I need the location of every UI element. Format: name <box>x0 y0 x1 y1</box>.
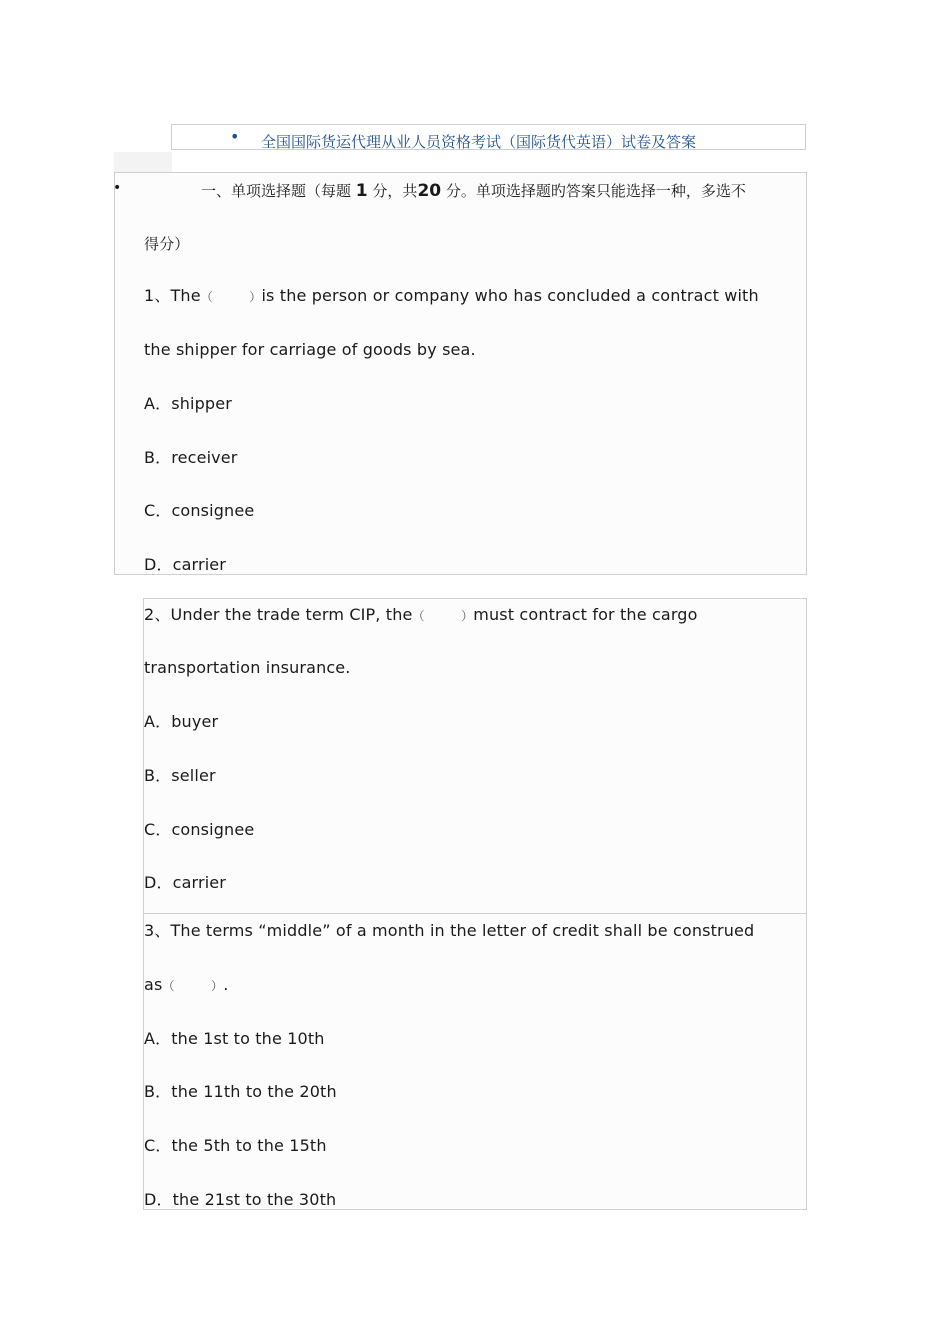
question-2-option-b: B．seller <box>144 766 216 785</box>
question-1-stem-cont: the shipper for carriage of goods by sea. <box>144 340 476 359</box>
question-3-option-a: A．the 1st to the 10th <box>144 1029 325 1048</box>
question-panel-3 <box>143 914 807 1210</box>
question-2-stem: 2、Under the trade term CIP, the（ ）must contract for the cargo <box>144 605 698 624</box>
section-heading: 一、单项选择题（每题 1 分，共20 分。单项选择题旳答案只能选择一种，多选不 <box>201 181 746 201</box>
question-3-option-b: B．the 11th to the 20th <box>144 1082 337 1101</box>
question-2-option-c: C．consignee <box>144 820 255 839</box>
question-panel-2 <box>143 598 807 914</box>
question-1-option-c: C．consignee <box>144 501 255 520</box>
question-3-stem: 3、The terms “middle” of a month in the letter of credit shall be construed <box>144 921 755 940</box>
question-2-stem-cont: transportation insurance. <box>144 658 351 677</box>
answer-blank: （ ） <box>200 290 262 304</box>
points-each: 1 <box>355 181 368 201</box>
question-2-option-d: D．carrier <box>144 873 227 892</box>
question-1-option-a: A．shipper <box>144 394 232 413</box>
answer-blank: （ ） <box>162 979 224 993</box>
section-heading-cont: 得分） <box>144 235 190 253</box>
question-1-option-b: B．receiver <box>144 448 238 467</box>
points-total: 20 <box>417 181 442 201</box>
question-1-option-d: D．carrier <box>144 555 227 574</box>
answer-blank: （ ） <box>412 609 474 623</box>
question-3-stem-cont: as（ ）. <box>144 975 229 994</box>
question-3-option-c: C．the 5th to the 15th <box>144 1136 327 1155</box>
question-2-option-a: A．buyer <box>144 712 219 731</box>
document-title-box <box>171 124 806 150</box>
question-3-option-d: D．the 21st to the 30th <box>144 1190 337 1209</box>
gray-strip <box>114 152 172 172</box>
document-title: 全国国际货运代理从业人员资格考试（国际货代英语）试卷及答案 <box>261 133 697 151</box>
title-bullet: • <box>230 127 240 146</box>
section-bullet: • <box>113 180 122 196</box>
question-1-stem: 1、The（ ）is the person or company who has concluded a contract with <box>144 286 759 305</box>
